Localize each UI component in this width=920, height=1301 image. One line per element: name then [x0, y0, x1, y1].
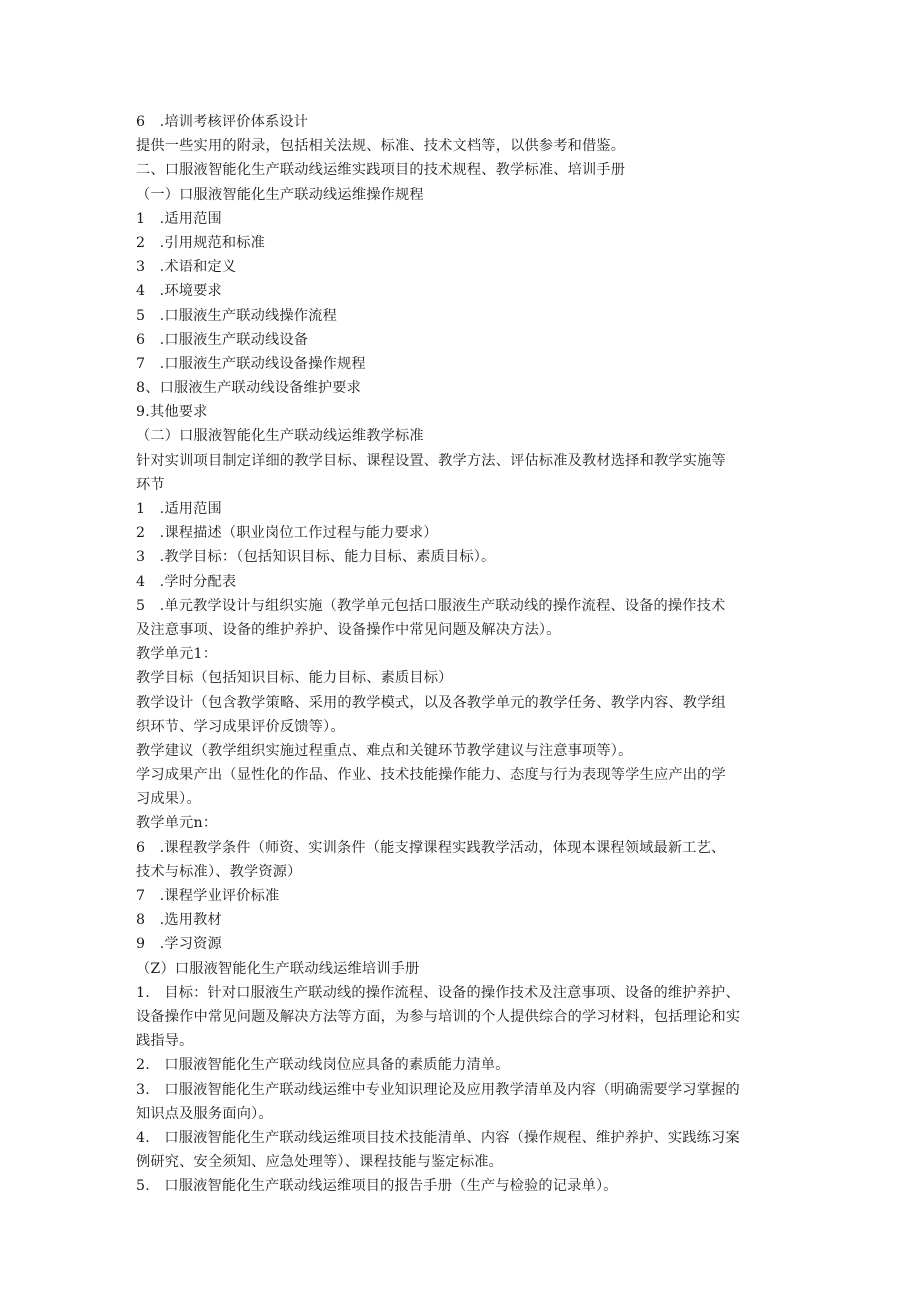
paragraph-cont: 习成果）。 [136, 791, 201, 808]
paragraph-appendix: 提供一些实用的附录，包括相关法规、标准、技术文档等，以供参考和借鉴。 [136, 138, 626, 155]
list-item: 4 .环境要求 [136, 283, 222, 300]
list-item: 1. 目标：针对口服液生产联动线的操作流程、设备的操作技术及注意事项、设备的维护养护、 [136, 984, 740, 1001]
subsection-heading-operation-rules: （一）口服液智能化生产联动线运维操作规程 [136, 186, 424, 203]
paragraph: 教学建议（教学组织实施过程重点、难点和关键环节教学建议与注意事项等）。 [136, 742, 633, 759]
list-item: 3 .术语和定义 [136, 259, 237, 276]
list-item-cont: 设备操作中常见问题及解决方法等方面，为参与培训的个人提供综合的学习材料，包括理论和实 [136, 1008, 741, 1025]
list-item: 7 .口服液生产联动线设备操作规程 [136, 355, 366, 372]
list-item-cont: 技术与标准）、教学资源） [136, 863, 302, 880]
list-item: 7 .课程学业评价标准 [136, 888, 280, 904]
list-item-cont: 例研究、安全须知、应急处理等）、课程技能与鉴定标准。 [136, 1154, 503, 1171]
list-item: 1 .适用范围 [136, 501, 222, 517]
paragraph: 教学设计（包含教学策略、采用的教学模式，以及各教学单元的教学任务、教学内容、教学组 [136, 694, 726, 711]
list-item: 2 .课程描述（职业岗位工作过程与能力要求） [136, 525, 438, 542]
teaching-unit-label: 教学单元1： [136, 646, 218, 663]
list-item: 8 .选用教材 [136, 912, 222, 929]
list-item: 5 .单元教学设计与组织实施（教学单元包括口服液生产联动线的操作流程、设备的操作技术 [136, 597, 726, 614]
document-body [136, 110, 786, 1198]
list-item: 6 .口服液生产联动线设备 [136, 331, 309, 348]
paragraph: 教学目标（包括知识目标、能力目标、素质目标） [136, 670, 453, 687]
list-item: 6 .课程教学条件（师资、实训条件（能支撑课程实践教学活动，体现本课程领域最新工艺、 [136, 839, 726, 856]
list-item: 8、口服液生产联动线设备维护要求 [136, 380, 362, 397]
list-item: 2 .引用规范和标准 [136, 234, 266, 251]
list-item: 4. 口服液智能化生产联动线运维项目技术技能清单、内容（操作规程、维护养护、实践练习案 [136, 1129, 740, 1146]
subsection-heading-training-manual: （Z）口服液智能化生产联动线运维培训手册 [136, 960, 420, 977]
list-item-cont: 及注意事项、设备的维护养护、设备操作中常见问题及解决方法）。 [136, 621, 561, 638]
list-item-training-evaluation: 6 .培训考核评价体系设计 [136, 114, 309, 130]
list-item: 2. 口服液智能化生产联动线岗位应具备的素质能力清单。 [136, 1057, 510, 1074]
list-item: 9 .学习资源 [136, 936, 222, 953]
list-item: 9.其他要求 [136, 404, 208, 421]
list-item: 5 .口服液生产联动线操作流程 [136, 307, 337, 324]
section-heading-2: 二、口服液智能化生产联动线运维实践项目的技术规程、教学标准、培训手册 [136, 162, 626, 179]
list-item: 3. 口服液智能化生产联动线运维中专业知识理论及应用教学清单及内容（明确需要学习掌握的 [136, 1081, 740, 1098]
list-item-cont: 知识点及服务面向）。 [136, 1105, 273, 1122]
list-item-cont: 践指导。 [136, 1033, 194, 1050]
teaching-unit-label: 教学单元n： [136, 815, 218, 832]
paragraph-teaching-overview-cont: 环节 [136, 476, 165, 493]
list-item: 3 .教学目标：（包括知识目标、能力目标、素质目标）。 [136, 549, 496, 566]
paragraph-teaching-overview: 针对实训项目制定详细的教学目标、课程设置、教学方法、评估标准及教材选择和教学实施等 [136, 452, 726, 469]
list-item: 4 .学时分配表 [136, 573, 237, 590]
list-item: 1 .适用范围 [136, 210, 222, 227]
list-item: 5. 口服液智能化生产联动线运维项目的报告手册（生产与检验的记录单）。 [136, 1178, 618, 1195]
paragraph-cont: 织环节、学习成果评价反馈等）。 [136, 718, 345, 735]
subsection-heading-teaching-standard: （二）口服液智能化生产联动线运维教学标准 [136, 428, 424, 445]
paragraph: 学习成果产出（显性化的作品、作业、技术技能操作能力、态度与行为表现等学生应产出的学 [136, 767, 726, 784]
